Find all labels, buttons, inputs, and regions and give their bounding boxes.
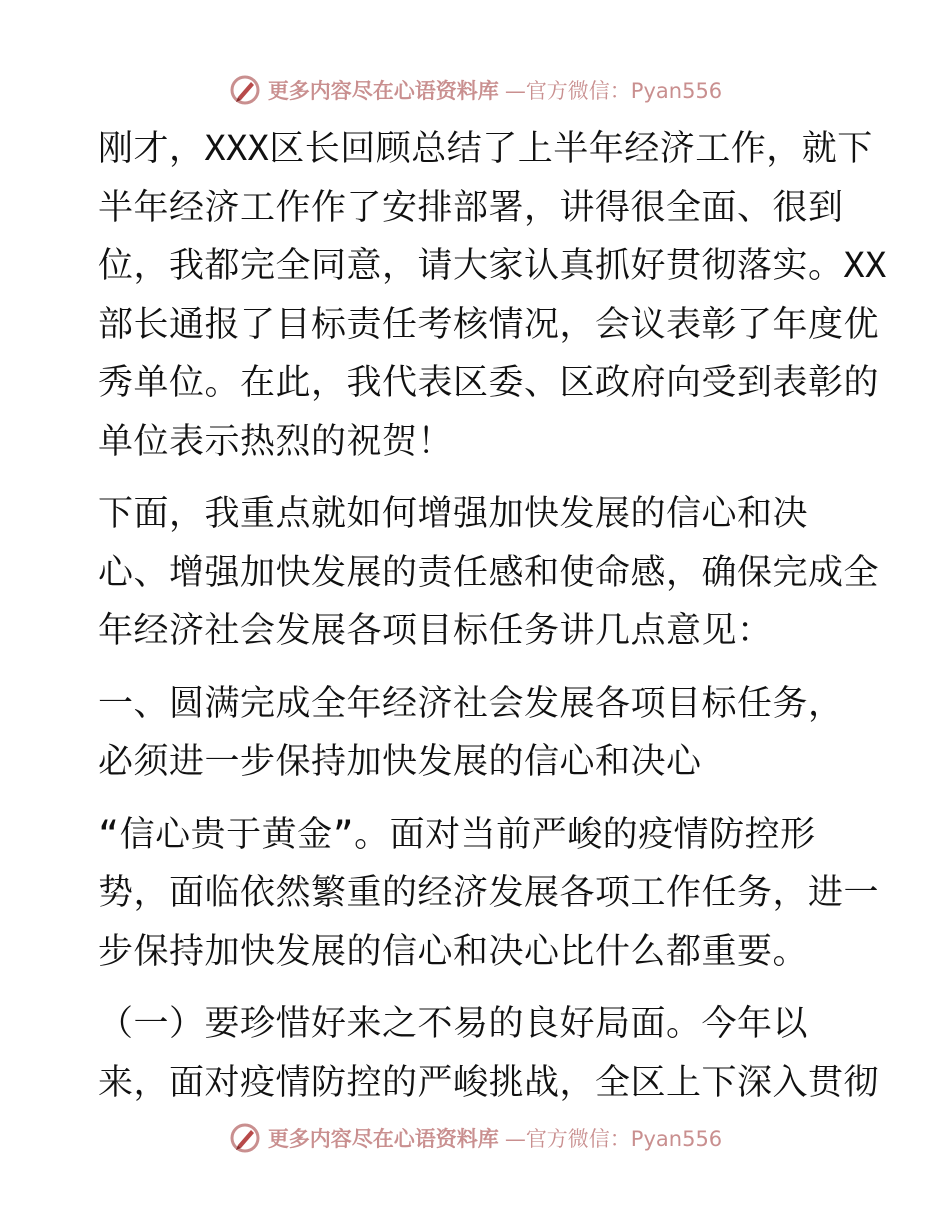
text-line: 来，面对疫情防控的严峻挑战，全区上下深入贯彻 — [98, 1062, 880, 1103]
text-line: “信心贵于黄金”。面对当前严峻的疫情防控形 — [98, 814, 816, 855]
section-heading-1 — [98, 675, 858, 792]
paragraph-intro — [98, 485, 880, 661]
text-line: （一）要珍惜好来之不易的良好局面。今年以 — [98, 1004, 809, 1044]
text-line: 心、增强加快发展的责任感和使命感，确保完成全 — [98, 552, 880, 593]
text-line: 下面，我重点就如何增强加快发展的信心和决 — [98, 494, 809, 534]
pen-logo-icon — [228, 1121, 262, 1155]
header-watermark — [0, 70, 950, 110]
text-line: 一、圆满完成全年经济社会发展各项目标任务， — [98, 683, 844, 724]
paragraph-confidence — [98, 806, 880, 982]
paragraph-opening — [98, 120, 887, 471]
text-line: 半年经济工作作了安排部署，讲得很全面、很到 — [98, 187, 844, 228]
subsection-1 — [98, 995, 880, 1112]
text-line: 秀单位。在此，我代表区委、区政府向受到表彰的 — [98, 363, 880, 403]
text-line: 步保持加快发展的信心和决心比什么都重要。 — [98, 931, 809, 972]
watermark-brand-text: 更多内容尽在心语资料库 — [267, 1126, 499, 1151]
text-line: 刚才，XXX区长回顾总结了上半年经济工作，就下 — [98, 129, 873, 169]
watermark-brand-text: 更多内容尽在心语资料库 — [267, 78, 499, 103]
footer-watermark — [0, 1118, 950, 1158]
text-line: 年经济社会发展各项目标任务讲几点意见： — [98, 611, 773, 651]
watermark-wechat-text: —官方微信：Pyan556 — [504, 79, 723, 103]
watermark-wechat-text: —官方微信：Pyan556 — [504, 1127, 723, 1151]
text-line: 势，面临依然繁重的经济发展各项工作任务，进一 — [98, 873, 880, 913]
text-line: 部长通报了目标责任考核情况，会议表彰了年度优 — [98, 304, 880, 345]
text-line: 单位表示热烈的祝贺！ — [98, 421, 454, 462]
text-line: 位，我都完全同意，请大家认真抓好贯彻落实。XX — [98, 246, 887, 286]
text-line: 必须进一步保持加快发展的信心和决心 — [98, 742, 702, 782]
document-body — [98, 120, 887, 1126]
pen-logo-icon — [228, 73, 262, 107]
